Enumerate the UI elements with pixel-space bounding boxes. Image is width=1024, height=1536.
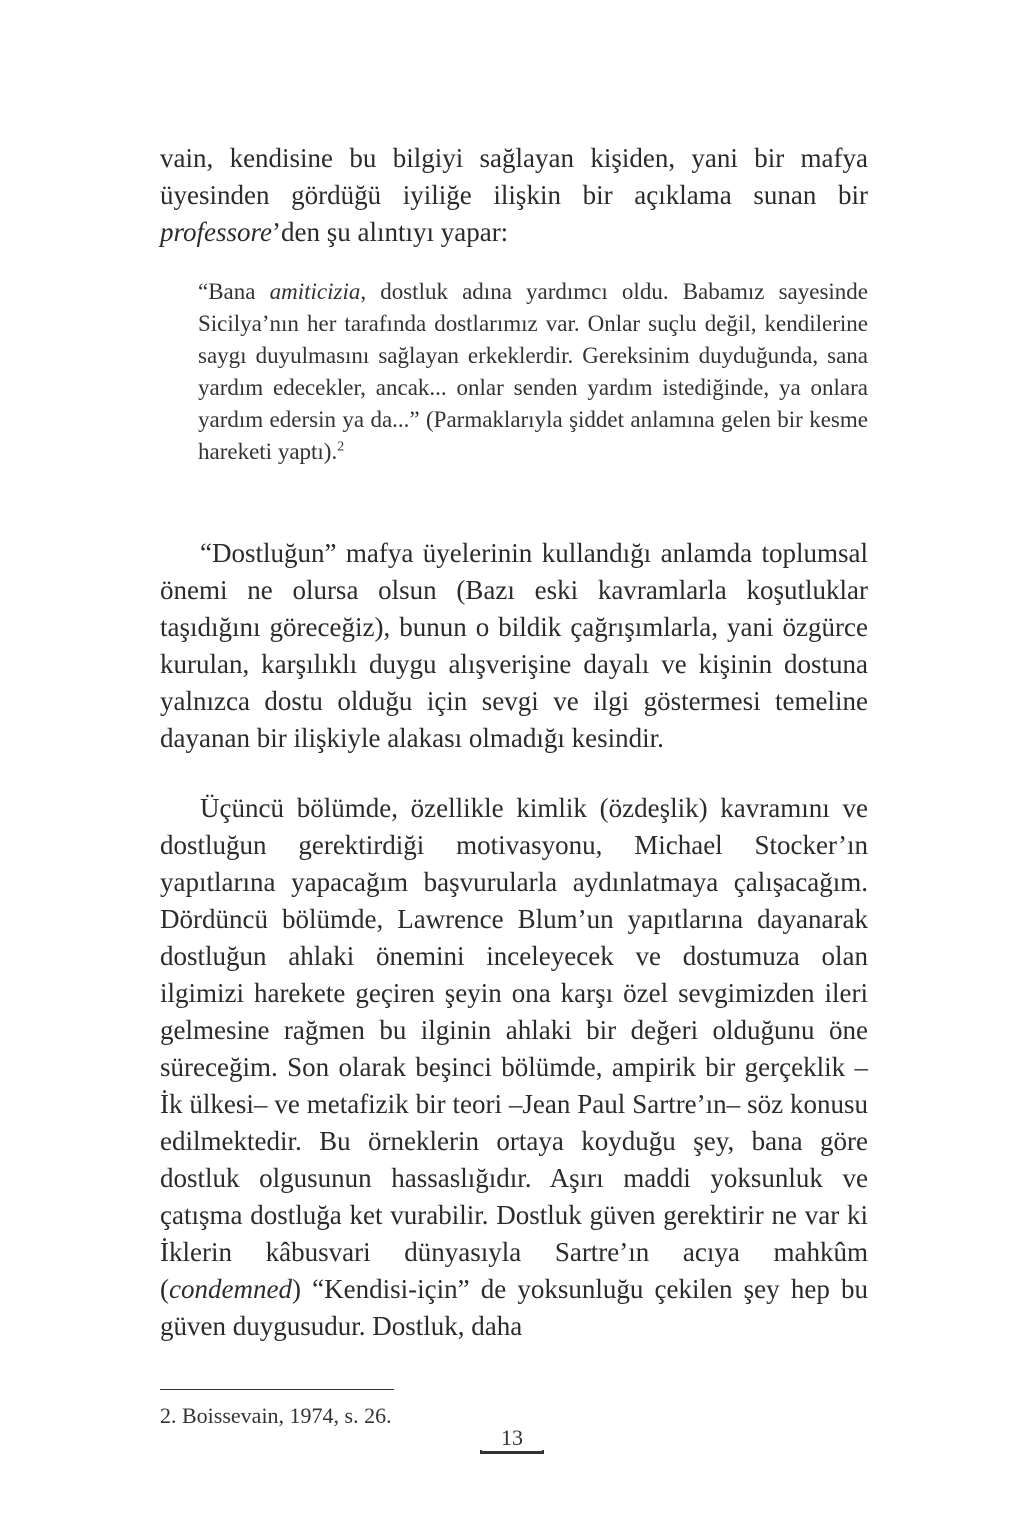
page-number-bracket xyxy=(480,1450,544,1454)
intro-italic-term: professore xyxy=(160,217,272,247)
page-number: 13 xyxy=(501,1425,523,1450)
intro-paragraph xyxy=(160,140,868,251)
footnote: 2. Boissevain, 1974, s. 26. xyxy=(160,1403,392,1428)
paragraph-2: “Dostluğun” mafya üyelerinin kullandığı anlamda toplumsal önemi ne olursa olsun (Bazı eski kavramlarla koşutluklar taşıdığını göreceğiz), bunun o bildik çağrışımlarla, yani özgürce kurulan, karşılıklı duygu alışverişine dayalı ve kişinin dostuna yalnızca dostu olduğu için sevgi ve ilgi göstermesi temeline dayanan bir ilişkiyle alakası olmadığı kesindir. xyxy=(160,538,868,753)
footnote-reference: 2 xyxy=(337,438,345,454)
paragraph-3-text-1: Üçüncü bölümde, özellikle kimlik (özdeşlik) kavramını ve dostluğun gerektirdiği motivasyonu, Michael Stocker’ın yapıtlarına yapacağım başvurularla aydınlatmaya çalışacağım. Dördüncü bölümde, Lawrence Blum’un yapıtlarına dayanarak dostluğun ahlaki önemini inceleyecek ve dostumuza olan ilgimizi harekete geçiren şeyin ona karşı özel sevgimizden ileri gelmesine rağmen bu ilginin ahlaki bir değeri olduğunu öne süreceğim. Son olarak beşinci bölümde, ampirik bir gerçeklik –İk ülkesi– ve metafizik bir teori –Jean Paul Sartre’ın– söz konusu edilmektedir. Bu örneklerin ortaya koyduğu şey, bana göre dostluk olgusunun hassaslığıdır. Aşırı maddi yoksunluk ve çatışma dostluğa ket vurabilir. Dostluk güven gerektirir ne var ki İklerin kâbusvari dünyasıyla Sartre’ın acıya mahkûm ( xyxy=(160,793,868,1304)
paragraph-3 xyxy=(160,790,868,1345)
intro-text-1: vain, kendisine bu bilgiyi sağlayan kişiden, yani bir mafya üyesinden gördüğü iyiliğe ilişkin bir açıklama sunan bir xyxy=(160,143,868,210)
page-number-block xyxy=(478,1426,546,1456)
block-quote xyxy=(198,276,868,468)
quote-text-2: , dostluk adına yardımcı oldu. Babamız sayesinde Sicilya’nın her tarafında dostlarımız var. Onlar suçlu değil, kendilerine saygı duyulmasını sağlayan erkeklerdir. Gereksinim duyduğunda, sana yardım edecekler, ancak... onlar senden yardım istediğinde, ya onlara yardım edersin ya da...” (Parmaklarıyla şiddet anlamına gelen bir kesme hareketi yaptı). xyxy=(198,279,868,464)
quote-italic-term: amiticizia xyxy=(269,279,361,304)
quote-text-1: “Bana xyxy=(198,279,270,304)
paragraph-3-italic-term: condemned xyxy=(169,1274,292,1304)
paragraph-3-text-2: ) “Kendisi-için” de yoksunluğu çekilen şey hep bu güven duygusudur. Dostluk, daha xyxy=(160,1274,868,1341)
intro-text-2: ’den şu alıntıyı yapar: xyxy=(272,217,509,247)
footnote-divider xyxy=(160,1389,394,1390)
